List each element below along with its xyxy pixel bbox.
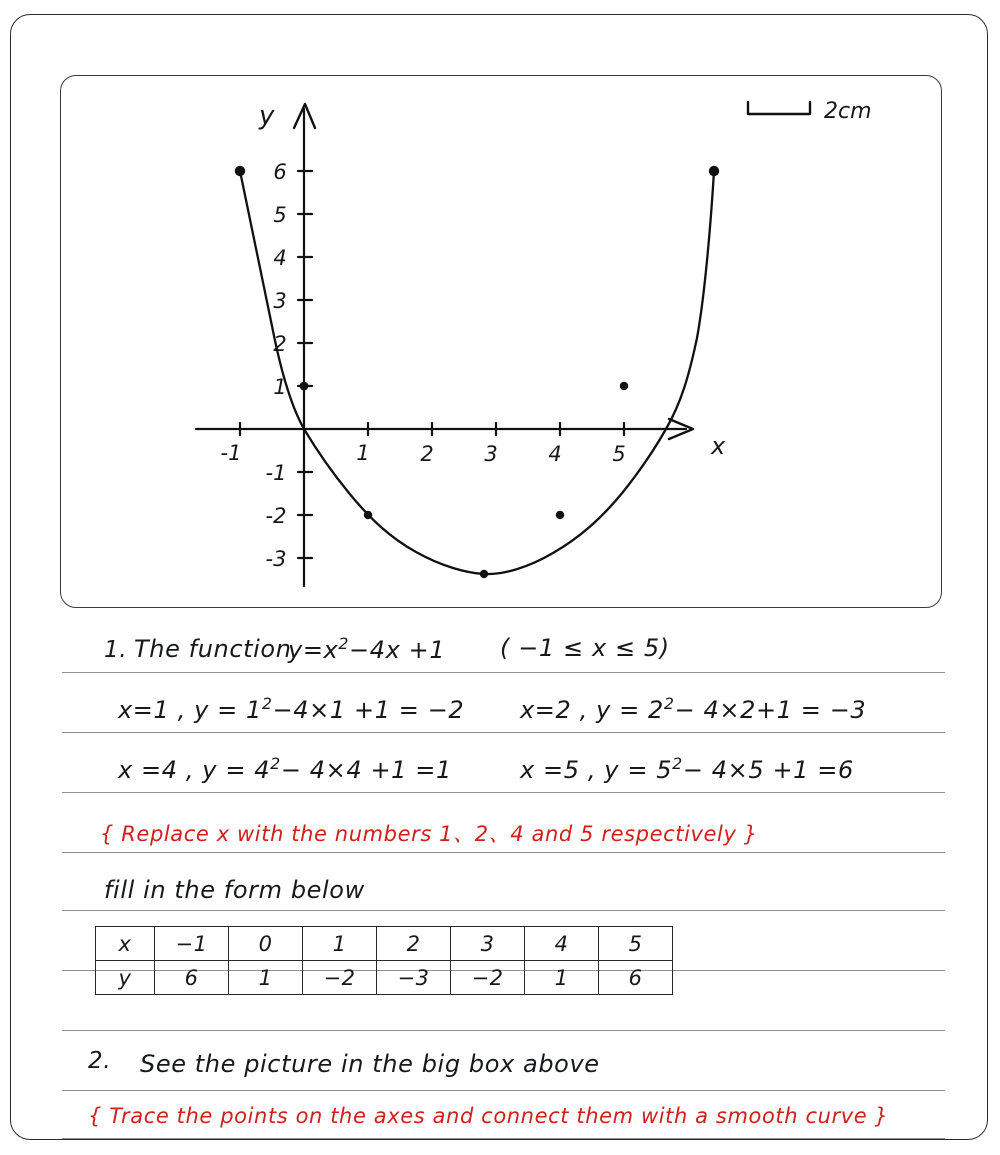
rule-line-2 (62, 732, 945, 733)
rule-line-4 (62, 852, 945, 853)
work-3r-given: x =5 , y = (520, 756, 649, 784)
point-x-1 (364, 511, 372, 519)
table-cell-y-6: 6 (599, 961, 673, 995)
question-1-text: The function (134, 635, 292, 663)
work-2l-exponent: 2 (261, 694, 273, 713)
scale-bar-label: 2cm (824, 99, 872, 124)
question-1-number: 1. (104, 637, 128, 663)
table-cell-y-2: −2 (303, 961, 377, 995)
question-2-text: See the picture in the big box above (140, 1050, 600, 1078)
table-cell-x-0: −1 (155, 927, 229, 961)
equation-exponent: 2 (338, 634, 349, 653)
teacher-note-trace-points: { Trace the points on the axes and connect them with a smooth curve } (88, 1104, 889, 1128)
work-3l-base: 4 (254, 756, 271, 784)
point-x-4 (620, 382, 628, 390)
table-rowhead-y: y (96, 961, 155, 995)
work-2r-tail: − 4×2+1 = −3 (674, 696, 867, 724)
point-x-5 (709, 166, 719, 176)
table-cell-x-5: 4 (525, 927, 599, 961)
instruction-fill-form: fill in the form below (104, 876, 365, 904)
work-line-3-right (520, 754, 854, 784)
scale-bar (748, 99, 872, 124)
table-cell-y-0: 6 (155, 961, 229, 995)
y-tick-label-4: 4 (273, 246, 287, 270)
x-tick-label-minus1: -1 (220, 441, 242, 465)
table-cell-x-3: 2 (377, 927, 451, 961)
table-cell-x-4: 3 (451, 927, 525, 961)
x-tick-label-3: 3 (484, 442, 498, 466)
table-cell-y-4: −2 (451, 961, 525, 995)
point-x-minus1 (235, 166, 245, 176)
question-1-equation (288, 634, 445, 664)
y-axis (294, 104, 315, 586)
x-axis (196, 419, 693, 439)
table-cell-x-2: 1 (303, 927, 377, 961)
table-cell-x-1: 0 (229, 927, 303, 961)
work-line-2-left (118, 694, 464, 724)
work-line-3-left (118, 754, 452, 784)
teacher-note-replace-x: { Replace x with the numbers 1、2、4 and 5 respectively } (100, 822, 758, 846)
x-tick-label-1: 1 (356, 441, 370, 465)
parabola-curve (240, 171, 714, 574)
equation-y: y (288, 636, 303, 664)
x-tick-label-4: 4 (548, 442, 562, 466)
rule-line-5 (62, 910, 945, 911)
x-tick-label-5: 5 (612, 442, 626, 466)
y-axis-label: y (259, 101, 275, 131)
y-tick-label-minus2: -2 (265, 504, 287, 528)
y-tick-label-minus1: -1 (265, 461, 287, 485)
work-2l-base: 1 (246, 696, 262, 724)
work-3r-tail: − 4×5 +1 =6 (682, 756, 854, 784)
work-3r-exponent: 2 (672, 754, 683, 773)
quadratic-graph (61, 76, 942, 608)
question-2-number: 2. (88, 1048, 112, 1074)
equation-tail: −4x +1 (349, 636, 446, 664)
rule-line-8 (62, 1090, 945, 1091)
y-tick-label-2: 2 (273, 332, 287, 356)
graph-card (60, 75, 942, 608)
table-row-x (96, 927, 673, 961)
rule-line-1 (62, 672, 945, 673)
work-3l-given: x =4 , y = (118, 756, 247, 784)
plotted-points (235, 166, 719, 578)
work-3l-tail: − 4×4 +1 =1 (280, 756, 452, 784)
work-2r-base: 2 (648, 696, 664, 724)
point-x-0 (300, 382, 309, 391)
rule-line-3 (62, 792, 945, 793)
table-rowhead-x: x (96, 927, 155, 961)
work-3r-base: 5 (656, 756, 673, 784)
equation-rest: =x (302, 636, 339, 664)
y-tick-label-1: 1 (273, 375, 287, 399)
rule-line-7 (62, 1030, 945, 1031)
work-2r-given: x=2 , y = (520, 696, 640, 724)
y-tick-label-3: 3 (273, 289, 287, 313)
value-table (95, 926, 673, 995)
x-axis-label: x (711, 432, 726, 460)
table-row-y (96, 961, 673, 995)
table-cell-y-5: 1 (525, 961, 599, 995)
y-tick-label-minus3: -3 (265, 547, 287, 571)
y-tick-label-5: 5 (273, 203, 287, 227)
work-2r-exponent: 2 (663, 694, 675, 713)
question-1-domain: ( −1 ≤ x ≤ 5) (500, 634, 670, 662)
y-tick-label-6: 6 (273, 160, 287, 184)
table-cell-x-6: 5 (599, 927, 673, 961)
work-3l-exponent: 2 (270, 754, 281, 773)
table-cell-y-1: 1 (229, 961, 303, 995)
table-cell-y-3: −3 (377, 961, 451, 995)
x-tick-label-2: 2 (420, 442, 434, 466)
rule-line-9 (62, 1138, 945, 1139)
point-x-2 (480, 570, 488, 578)
work-2l-given: x=1 , y = (118, 696, 238, 724)
point-x-3 (556, 511, 564, 519)
work-line-2-right (520, 694, 866, 724)
work-2l-tail: −4×1 +1 = −2 (272, 696, 465, 724)
